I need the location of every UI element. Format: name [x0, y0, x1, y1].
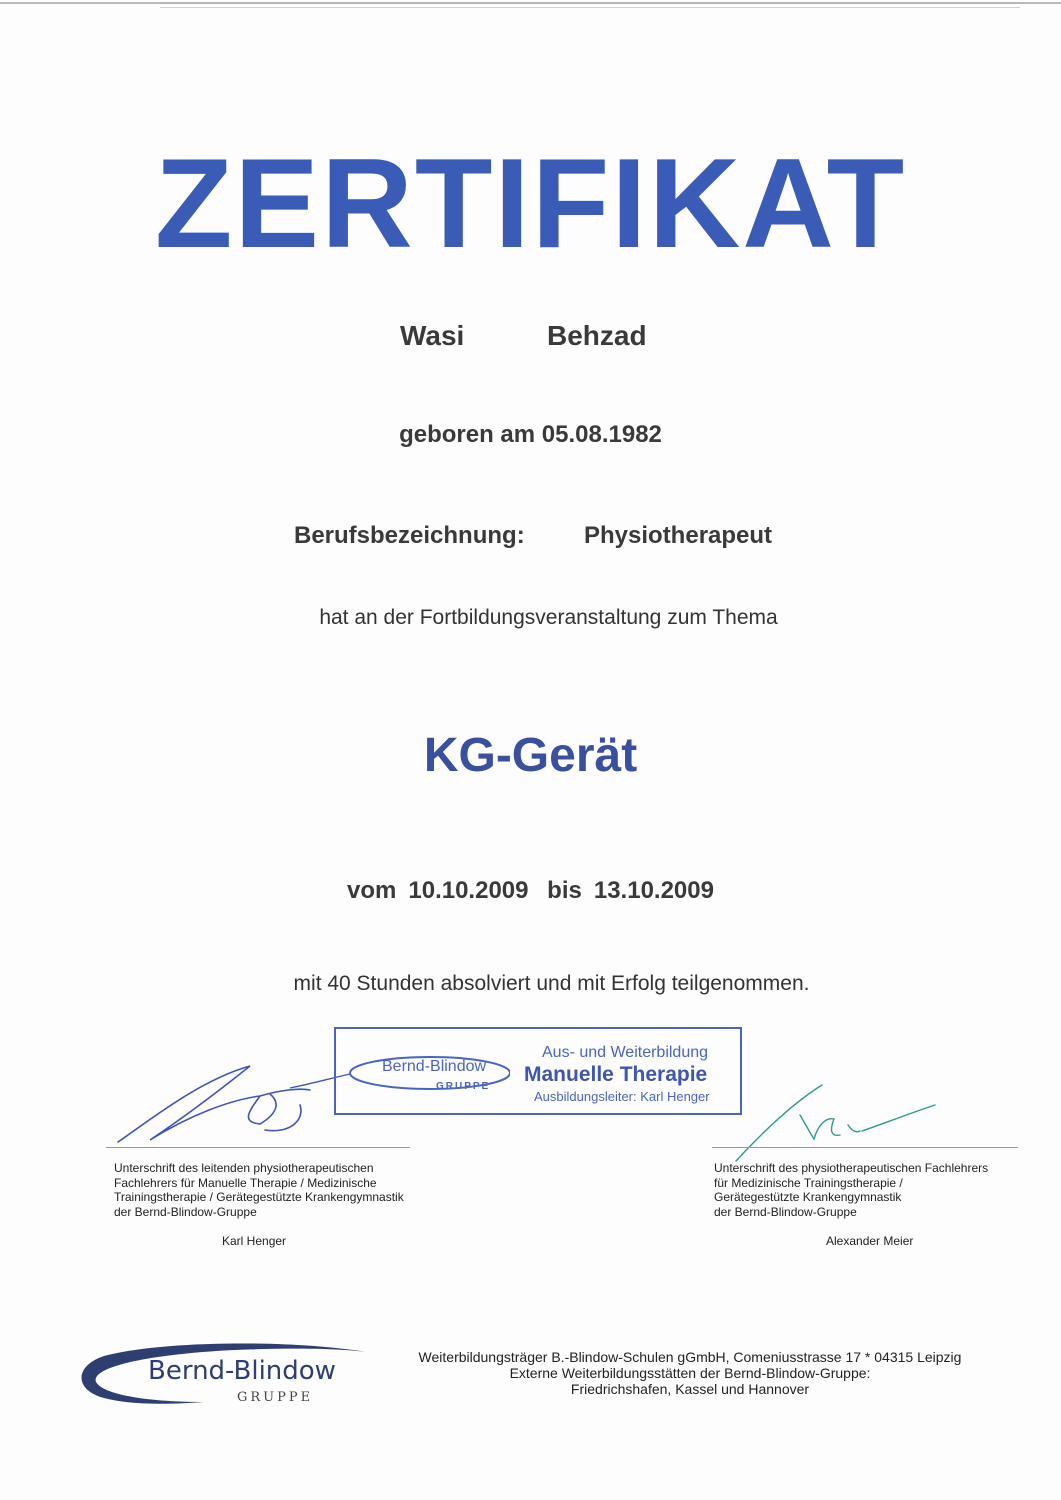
signature-caption-left — [114, 1161, 434, 1219]
first-name: Wasi — [400, 320, 465, 351]
certificate-title: ZERTIFIKAT — [154, 132, 907, 274]
signature-left — [110, 1060, 370, 1150]
caption-line: der Bernd-Blindow-Gruppe — [114, 1204, 257, 1219]
bernd-blindow-logo — [74, 1338, 374, 1414]
caption-line: Fachlehrers für Manuelle Therapie / Medizinische — [114, 1175, 377, 1190]
to-label: bis — [547, 877, 582, 904]
course-topic: KG-Gerät — [423, 729, 638, 782]
caption-line: für Medizinische Trainingstherapie / — [714, 1175, 903, 1190]
from-label: vom — [347, 877, 397, 904]
from-date: 10.10.2009 — [408, 877, 529, 904]
logo-sub: GRUPPE — [237, 1390, 314, 1405]
profession-value: Physiotherapeut — [584, 522, 773, 549]
caption-line: Unterschrift des leitenden physiotherapeutischen — [114, 1161, 374, 1175]
stamp-line-2: Manuelle Therapie — [524, 1063, 708, 1086]
footer-address — [400, 1349, 980, 1397]
profession-label: Berufsbezeichnung: — [294, 522, 525, 549]
birth-date-line: geboren am 05.08.1982 — [399, 421, 662, 448]
signer-name-right: Alexander Meier — [826, 1234, 914, 1248]
top-scan-line — [0, 2, 1061, 4]
stamp-logo-sub: GRUPPE — [436, 1081, 491, 1092]
logo-name: Bernd-Blindow — [148, 1356, 336, 1386]
caption-line: Unterschrift des physiotherapeutischen Fachlehrers — [714, 1161, 989, 1175]
caption-line: der Bernd-Blindow-Gruppe — [714, 1204, 857, 1219]
signature-caption-right — [714, 1161, 1014, 1219]
signer-name-left: Karl Henger — [222, 1234, 287, 1248]
institution-stamp — [334, 1027, 742, 1115]
completion-text: mit 40 Stunden absolviert und mit Erfolg teilgenommen. — [293, 972, 810, 995]
caption-line: Gerätegestützte Krankengymnastik — [714, 1190, 902, 1204]
intro-text: hat an der Fortbildungsveranstaltung zum Thema — [319, 606, 778, 629]
stamp-line-3: Ausbildungsleiter: Karl Henger — [534, 1089, 710, 1104]
stamp-logo-name: Bernd-Blindow — [382, 1058, 487, 1075]
signature-right — [730, 1075, 950, 1165]
last-name: Behzad — [547, 320, 647, 351]
to-date: 13.10.2009 — [593, 877, 714, 904]
top-scan-line-secondary — [160, 7, 1020, 8]
course-dates — [0, 877, 1061, 905]
caption-line: Trainingstherapie / Gerätegestützte Krankengymnastik — [114, 1190, 404, 1204]
footer-line: Externe Weiterbildungsstätten der Bernd-Blindow-Gruppe: — [509, 1365, 871, 1381]
footer-line: Friedrichshafen, Kassel und Hannover — [570, 1381, 810, 1397]
signature-line-right — [712, 1147, 1018, 1148]
stamp-line-1: Aus- und Weiterbildung — [542, 1044, 709, 1061]
footer-line: Weiterbildungsträger B.-Blindow-Schulen gGmbH, Comeniusstrasse 17 * 04315 Leipzig — [418, 1349, 962, 1365]
signature-line-left — [106, 1147, 410, 1148]
